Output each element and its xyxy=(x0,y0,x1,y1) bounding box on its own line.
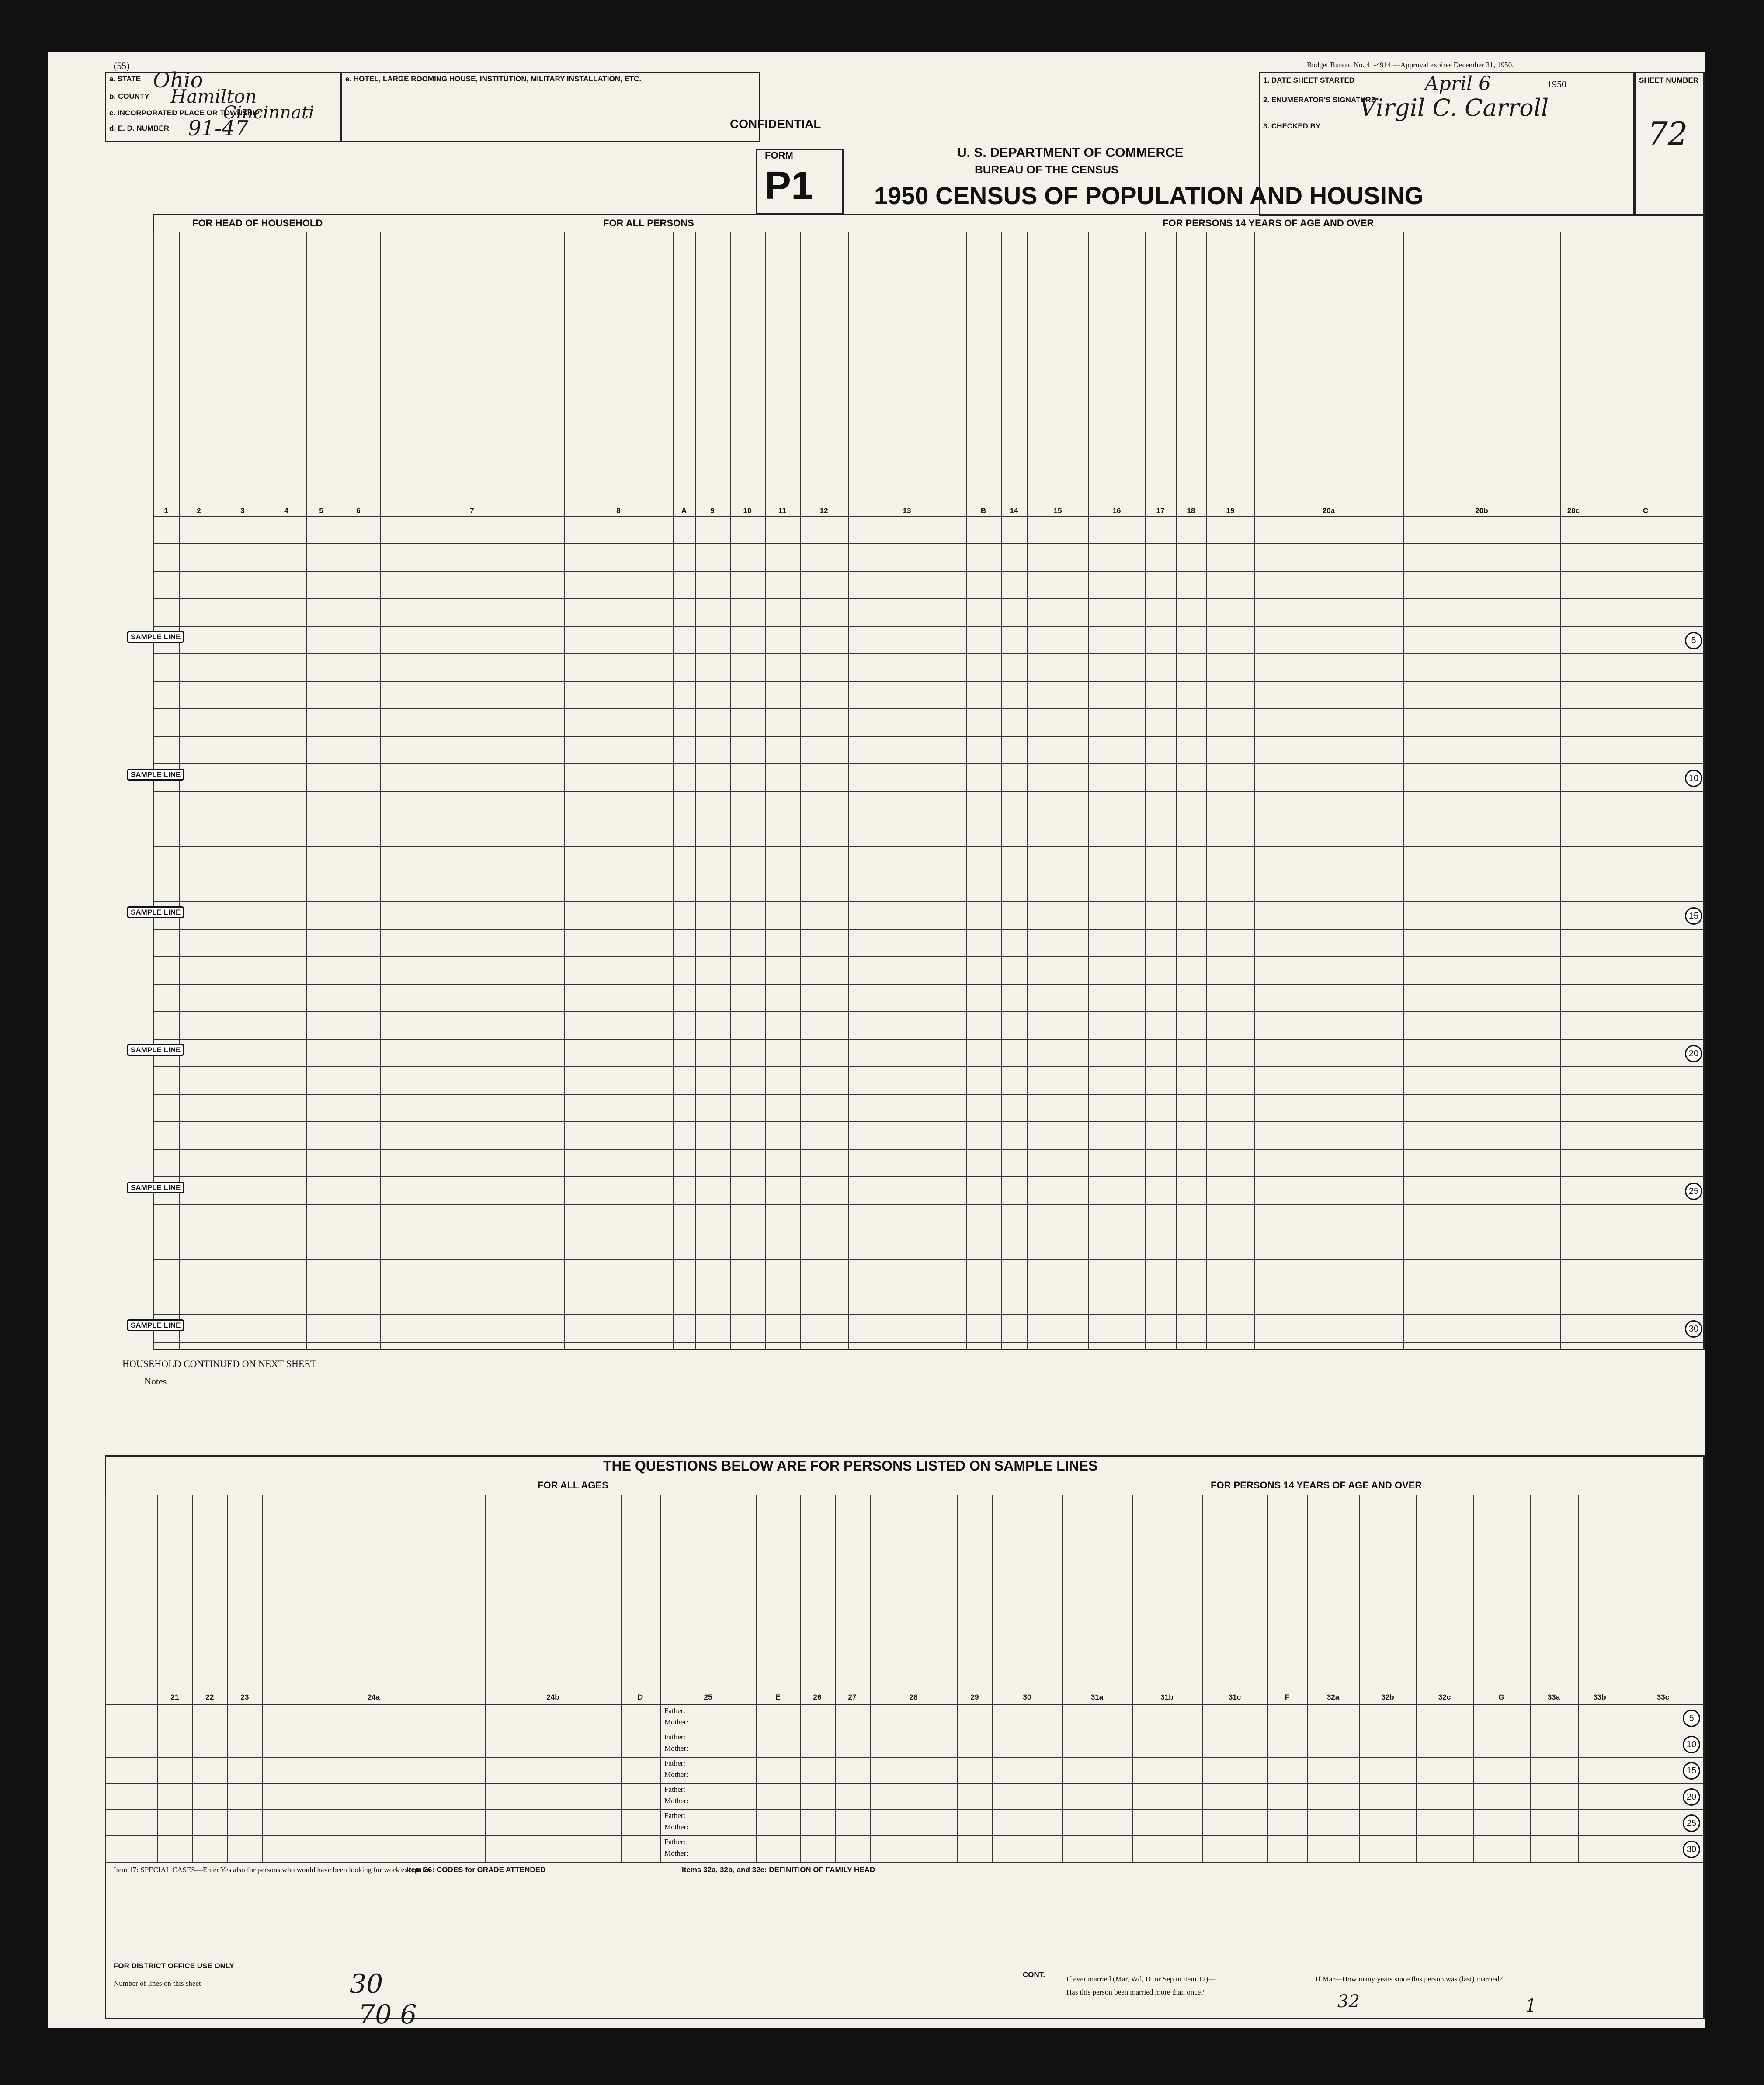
sample-line-marker: 30 xyxy=(1685,1320,1702,1338)
year-value: 1950 xyxy=(1547,79,1566,90)
sample-line-marker: 20 xyxy=(1683,1788,1700,1806)
sample-line-label: SAMPLE LINE xyxy=(127,1044,184,1056)
budget-note: Budget Bureau No. 41-4914.—Approval expires December 31, 1950. xyxy=(1307,61,1514,69)
column-number: 8 xyxy=(616,507,621,515)
row-line xyxy=(153,653,1705,654)
enumerator-label: 2. ENUMERATOR'S SIGNATURE xyxy=(1263,96,1376,104)
sample-grid xyxy=(105,1455,1705,2019)
row-line xyxy=(153,1039,1705,1040)
cont-label: CONT. xyxy=(1023,1971,1045,1979)
sample-line-label: SAMPLE LINE xyxy=(127,769,184,781)
row-line xyxy=(153,1259,1705,1260)
sample-column-number: 27 xyxy=(848,1693,857,1701)
county-value: Hamilton xyxy=(170,86,257,107)
column-number: 5 xyxy=(319,507,323,515)
row-line xyxy=(153,598,1705,599)
sample-column-number: 29 xyxy=(970,1693,979,1701)
county-label: b. COUNTY xyxy=(109,92,149,101)
years-married: 32 xyxy=(1337,1991,1360,2012)
definition-note: Items 32a, 32b, and 32c: DEFINITION OF FAMILY HEAD xyxy=(682,1866,875,1874)
row-line xyxy=(153,736,1705,737)
sample-column-divider xyxy=(621,1495,622,1862)
place-label: c. INCORPORATED PLACE OR TOWNSHIP xyxy=(109,109,260,117)
sample-column-divider xyxy=(192,1495,193,1862)
sample-column-number: 24b xyxy=(546,1693,559,1701)
sample-column-number: 33b xyxy=(1593,1693,1606,1701)
census-sheet xyxy=(48,52,1705,2028)
column-number: 11 xyxy=(778,507,786,515)
sample-column-divider xyxy=(1578,1495,1579,1862)
item17-note: Item 17: SPECIAL CASES—Enter Yes also for persons who would have been looking for work except for xyxy=(114,1866,431,1874)
sample-column-number: E xyxy=(775,1693,781,1701)
column-number: 20a xyxy=(1322,507,1335,515)
form-code: (55) xyxy=(114,60,130,71)
sample-line-marker: 20 xyxy=(1685,1045,1702,1062)
sample-column-number: 31c xyxy=(1228,1693,1241,1701)
item26-note: Item 26: CODES for GRADE ATTENDED xyxy=(406,1866,546,1874)
state-value: Ohio xyxy=(153,68,203,93)
row-line xyxy=(153,1149,1705,1150)
mother-label: Mother: xyxy=(664,1744,688,1752)
mother-label: Mother: xyxy=(664,1797,688,1805)
sample-column-divider xyxy=(1062,1495,1063,1862)
sample-column-number: 23 xyxy=(240,1693,249,1701)
sample-column-number: G xyxy=(1498,1693,1504,1701)
children-count: 1 xyxy=(1525,1996,1537,2016)
census-title: 1950 CENSUS OF POPULATION AND HOUSING xyxy=(874,182,1424,209)
sample-line-marker: 10 xyxy=(1683,1736,1700,1753)
row-line xyxy=(153,1121,1705,1122)
column-number: 16 xyxy=(1112,507,1121,515)
sample-column-divider xyxy=(485,1495,486,1862)
institution-label: e. HOTEL, LARGE ROOMING HOUSE, INSTITUTION, MILITARY INSTALLATION, ETC. xyxy=(345,75,642,83)
form-id: P1 xyxy=(765,164,813,208)
sample-column-divider xyxy=(105,1495,106,1862)
row-line xyxy=(153,1066,1705,1067)
row-line xyxy=(153,571,1705,572)
row-line xyxy=(153,901,1705,902)
sample-line-label: SAMPLE LINE xyxy=(127,1182,184,1193)
row-line xyxy=(153,516,1705,517)
sample-column-number: 31b xyxy=(1160,1693,1174,1701)
population-grid xyxy=(153,214,1705,1350)
state-label: a. STATE xyxy=(109,75,141,83)
sample-column-divider xyxy=(800,1495,801,1862)
sample-column-divider xyxy=(157,1495,158,1862)
sample-title: THE QUESTIONS BELOW ARE FOR PERSONS LISTED ON SAMPLE LINES xyxy=(603,1458,1098,1474)
row-line xyxy=(153,791,1705,792)
sample-column-number: 31a xyxy=(1090,1693,1104,1701)
place-value: Cincinnati xyxy=(223,103,314,123)
sample-column-number: 26 xyxy=(813,1693,822,1701)
column-number: 10 xyxy=(743,507,752,515)
father-label: Father: xyxy=(664,1811,686,1820)
row-line xyxy=(153,984,1705,985)
row-line xyxy=(153,543,1705,544)
sample-line-marker: 15 xyxy=(1685,907,1702,925)
sample-column-divider xyxy=(1530,1495,1531,1862)
q36b-label: Has this person been married more than once? xyxy=(1066,1988,1204,1996)
sample-line-marker: 15 xyxy=(1683,1762,1700,1780)
date-label: 1. DATE SHEET STARTED xyxy=(1263,76,1355,84)
sample-row-line xyxy=(105,1835,1705,1836)
sample-column-divider xyxy=(1473,1495,1474,1862)
sample-column-number: 33a xyxy=(1547,1693,1560,1701)
sample-line-marker: 10 xyxy=(1685,770,1702,787)
row-line xyxy=(153,626,1705,627)
q37-label: If Mar—How many years since this person was (last) married? xyxy=(1316,1975,1503,1983)
lines-label: Number of lines on this sheet xyxy=(114,1979,201,1988)
sample-column-divider xyxy=(660,1495,661,1862)
mother-label: Mother: xyxy=(664,1718,688,1726)
sample-row-line xyxy=(105,1704,1705,1705)
father-label: Father: xyxy=(664,1707,686,1715)
sample-line-label: SAMPLE LINE xyxy=(127,906,184,918)
sample-all-ages: FOR ALL AGES xyxy=(538,1480,608,1491)
sample-line-label: SAMPLE LINE xyxy=(127,631,184,643)
sample-column-divider xyxy=(1132,1495,1133,1862)
district-label: FOR DISTRICT OFFICE USE ONLY xyxy=(114,1962,235,1970)
row-line xyxy=(153,929,1705,930)
sample-column-number: 33c xyxy=(1656,1693,1670,1701)
date-value: April 6 xyxy=(1425,73,1491,95)
column-number: 17 xyxy=(1156,507,1165,515)
row-line xyxy=(153,956,1705,957)
sample-column-divider xyxy=(227,1495,228,1862)
sample-column-number: 32a xyxy=(1326,1693,1340,1701)
bureau-label: BUREAU OF THE CENSUS xyxy=(975,163,1119,176)
row-line xyxy=(153,763,1705,764)
column-number: 14 xyxy=(1010,507,1018,515)
section-head: FOR HEAD OF HOUSEHOLD xyxy=(192,218,323,229)
row-line xyxy=(153,1176,1705,1177)
sample-column-number: F xyxy=(1285,1693,1290,1701)
mother-label: Mother: xyxy=(664,1823,688,1831)
row-line xyxy=(153,846,1705,847)
column-number: 3 xyxy=(240,507,245,515)
column-number: 1 xyxy=(164,507,168,515)
sample-column-divider xyxy=(262,1495,263,1862)
column-number: 18 xyxy=(1187,507,1195,515)
household-continued: HOUSEHOLD CONTINUED ON NEXT SHEET xyxy=(122,1358,316,1369)
sample-line-marker: 5 xyxy=(1685,632,1702,649)
sample-column-number: D xyxy=(637,1693,643,1701)
column-number: 7 xyxy=(470,507,474,515)
row-line xyxy=(153,1011,1705,1012)
bottom-numbers: 70 6 xyxy=(358,1999,417,2030)
row-line xyxy=(153,708,1705,709)
sample-column-number: 32c xyxy=(1438,1693,1451,1701)
confidential-label: CONFIDENTIAL xyxy=(730,117,821,131)
sample-line-marker: 25 xyxy=(1683,1814,1700,1832)
sample-line-label: SAMPLE LINE xyxy=(127,1319,184,1331)
sample-column-number: 22 xyxy=(205,1693,214,1701)
father-label: Father: xyxy=(664,1785,686,1794)
column-number: B xyxy=(980,507,986,515)
lines-value: 30 xyxy=(350,1969,383,1999)
sample-row-line xyxy=(105,1783,1705,1784)
father-label: Father: xyxy=(664,1759,686,1767)
ed-label: d. E. D. NUMBER xyxy=(109,124,169,132)
father-label: Father: xyxy=(664,1838,686,1846)
row-line xyxy=(153,1314,1705,1315)
father-label: Father: xyxy=(664,1733,686,1741)
section-all: FOR ALL PERSONS xyxy=(603,218,694,229)
column-number: 13 xyxy=(903,507,911,515)
column-number: A xyxy=(681,507,687,515)
sample-row-line xyxy=(105,1757,1705,1758)
enumerator-signature: Virgil C. Carroll xyxy=(1359,94,1549,121)
column-number: 12 xyxy=(819,507,828,515)
sample-line-marker: 5 xyxy=(1683,1710,1700,1727)
sample-column-divider xyxy=(1202,1495,1203,1862)
column-number: 2 xyxy=(197,507,201,515)
mother-label: Mother: xyxy=(664,1770,688,1779)
sample-fourteen: FOR PERSONS 14 YEARS OF AGE AND OVER xyxy=(1211,1480,1422,1491)
sample-column-divider xyxy=(1267,1495,1268,1862)
sample-column-number: 32b xyxy=(1381,1693,1394,1701)
q36-label: If ever married (Mar, Wd, D, or Sep in item 12)— xyxy=(1066,1975,1216,1983)
sample-line-marker: 25 xyxy=(1685,1183,1702,1200)
column-number: 20c xyxy=(1567,507,1580,515)
checked-label: 3. CHECKED BY xyxy=(1263,122,1321,130)
mother-label: Mother: xyxy=(664,1849,688,1857)
sample-column-divider xyxy=(1416,1495,1417,1862)
column-number: C xyxy=(1642,507,1649,515)
sheet-number: 72 xyxy=(1648,115,1688,152)
sample-column-number: 30 xyxy=(1023,1693,1031,1701)
column-number: 20b xyxy=(1475,507,1488,515)
sample-column-divider xyxy=(957,1495,958,1862)
column-number: 15 xyxy=(1053,507,1062,515)
sample-column-divider xyxy=(756,1495,757,1862)
dept-label: U. S. DEPARTMENT OF COMMERCE xyxy=(957,146,1184,160)
sample-line-marker: 30 xyxy=(1683,1841,1700,1858)
column-number: 19 xyxy=(1226,507,1235,515)
row-line xyxy=(153,1342,1705,1343)
sample-column-divider xyxy=(992,1495,993,1862)
row-line xyxy=(153,681,1705,682)
column-number: 9 xyxy=(710,507,715,515)
sample-column-divider xyxy=(835,1495,836,1862)
sample-column-number: 28 xyxy=(909,1693,918,1701)
sample-column-number: 25 xyxy=(704,1693,712,1701)
form-word: FORM xyxy=(765,150,793,161)
sample-column-divider xyxy=(870,1495,871,1862)
row-line xyxy=(153,1204,1705,1205)
sample-row-line xyxy=(105,1862,1705,1863)
column-number: 6 xyxy=(356,507,361,515)
sample-row-line xyxy=(105,1809,1705,1810)
ed-value: 91-47 xyxy=(188,116,249,141)
sample-column-number: 21 xyxy=(170,1693,179,1701)
sample-column-divider xyxy=(1307,1495,1308,1862)
row-line xyxy=(153,1094,1705,1095)
sample-column-divider xyxy=(1359,1495,1360,1862)
section-fourteen: FOR PERSONS 14 YEARS OF AGE AND OVER xyxy=(1163,218,1374,229)
column-number: 4 xyxy=(284,507,288,515)
sheet-label: SHEET NUMBER xyxy=(1639,76,1699,84)
notes-label: Notes xyxy=(144,1376,167,1387)
sample-column-number: 24a xyxy=(367,1693,380,1701)
